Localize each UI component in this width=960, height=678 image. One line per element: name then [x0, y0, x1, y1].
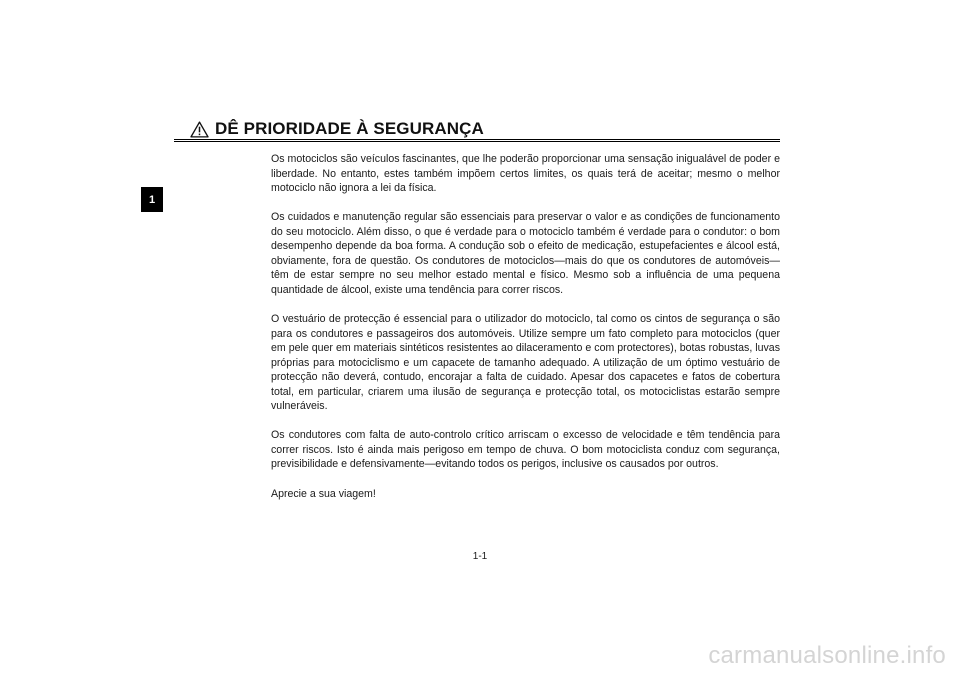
section-heading	[190, 119, 484, 139]
paragraph: Aprecie a sua viagem!	[271, 487, 376, 500]
page-title: DÊ PRIORIDADE À SEGURANÇA	[215, 119, 484, 138]
paragraph: Os motociclos são veículos fascinantes, que lhe poderão proporcionar uma sensação inigualável de poder e liberdade. No entanto, estes também impõem certos limites, os quais terá de aceitar; mesmo o melhor motociclo não ignora a lei da física.	[271, 153, 780, 195]
page-number: 1-1	[472, 551, 488, 562]
body-text	[271, 152, 780, 501]
chapter-tab: 1	[141, 187, 163, 212]
paragraph: Os condutores com falta de auto-controlo crítico arriscam o excesso de velocidade e têm tendência para correr riscos. Isto é ainda mais perigoso em tempo de chuva. O bom motociclista conduz com segurança, previsibilidade e defensivamente—evitando todos os perigos, inclusive os causados por outros.	[271, 429, 780, 471]
warning-triangle-icon	[190, 121, 209, 138]
paragraph: Os cuidados e manutenção regular são essenciais para preservar o valor e as condições de funcionamento do seu motociclo. Além disso, o que é verdade para o motociclo também é verdade para o condutor: o bom desempenho depende da boa forma. A condução sob o efeito de medicação, estupefacientes e álcool está, obviamente, fora de questão. Os condutores de motociclos—mais do que os condutores de automóveis—têm de estar sempre no seu melhor estado mental e físico. Mesmo sob a influência de uma pequena quantidade de álcool, existe uma tendência para correr riscos.	[271, 211, 780, 296]
heading-divider	[174, 139, 780, 142]
paragraph: O vestuário de protecção é essencial para o utilizador do motociclo, tal como os cintos de segurança o são para os condutores e passageiros dos automóveis. Utilize sempre um fato completo para motociclos (quer em pele quer em materiais sintéticos resistentes ao dilaceramento e com protectores), botas robustas, luvas próprias para motociclismo e um capacete de tamanho adequado. A utilização de um óptimo vestuário de protecção não deverá, contudo, encorajar a falta de cuidado. Apesar dos capacetes e fatos de cobertura total, em particular, criarem uma ilusão de segurança e protecção total, os motociclistas estarão sempre vulneráveis.	[271, 313, 780, 413]
watermark: carmanualsonline.info	[708, 642, 946, 669]
